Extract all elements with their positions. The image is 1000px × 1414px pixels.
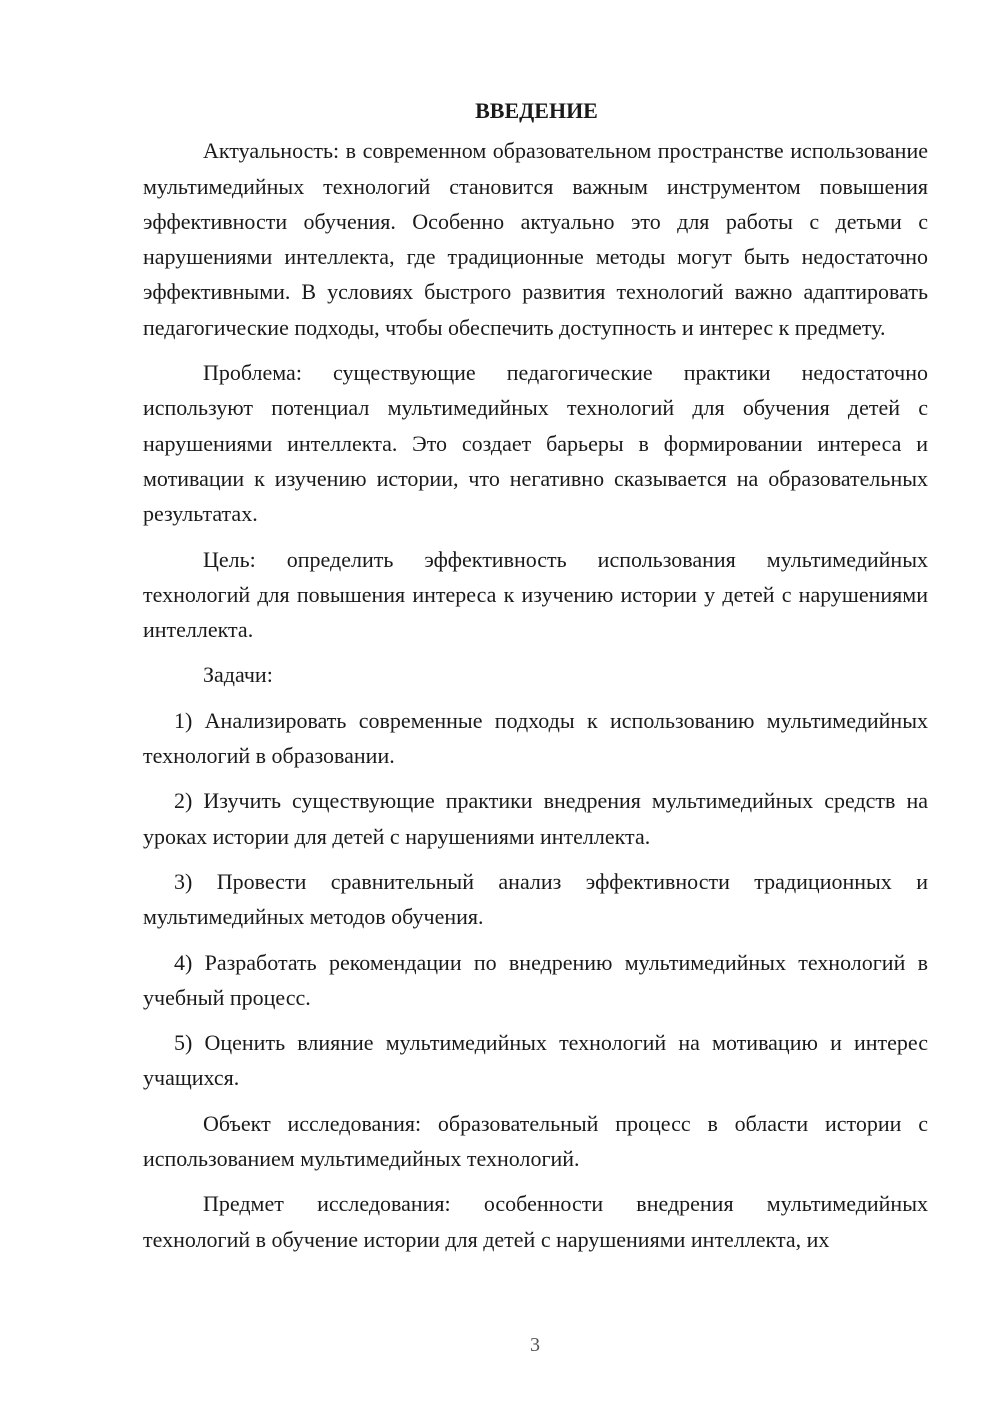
- paragraph-subject: Предмет исследования: особенности внедрения мультимедийных технологий в обучение истории для детей с нарушениями интеллекта, их: [143, 1191, 928, 1252]
- section-heading: ВВЕДЕНИЕ: [475, 98, 598, 123]
- paragraph-object: Объект исследования: образовательный процесс в области истории с использованием мультимедийных технологий.: [143, 1110, 928, 1172]
- page-number: 3: [530, 1334, 540, 1356]
- page-content: [143, 93, 928, 1267]
- task-item-1: 1) Анализировать современные подходы к использованию мультимедийных технологий в образовании.: [143, 707, 928, 769]
- task-item-2: 2) Изучить существующие практики внедрения мультимедийных средств на уроках истории для детей с нарушениями интеллекта.: [143, 788, 928, 849]
- task-item-5: 5) Оценить влияние мультимедийных технологий на мотивацию и интерес учащихся.: [143, 1030, 928, 1091]
- paragraph-goal: Цель: определить эффективность использования мультимедийных технологий для повышения интереса к изучению истории у детей с нарушениями интеллекта.: [143, 546, 928, 643]
- task-item-3: 3) Провести сравнительный анализ эффективности традиционных и мультимедийных методов обучения.: [143, 868, 928, 930]
- paragraph-problem: Проблема: существующие педагогические практики недостаточно используют потенциал мультимедийных технологий для обучения детей с нарушениями интеллекта. Это создает барьеры в формировании интереса и мотивации к изучению истории, что негативно сказывается на образовательных результатах.: [143, 360, 928, 527]
- tasks-label: Задачи:: [203, 662, 273, 688]
- task-item-4: 4) Разработать рекомендации по внедрению мультимедийных технологий в учебный процесс.: [143, 949, 928, 1010]
- paragraph-relevance: Актуальность: в современном образовательном пространстве использование мультимедийных технологий становится важным инструментом повышения эффективности обучения. Особенно актуально это для работы с детьми с нарушениями интеллекта, где традиционные методы могут быть недостаточно эффективными. В условиях быстрого развития технологий важно адаптировать педагогические подходы, чтобы обеспечить доступность и интерес к предмету.: [143, 138, 928, 340]
